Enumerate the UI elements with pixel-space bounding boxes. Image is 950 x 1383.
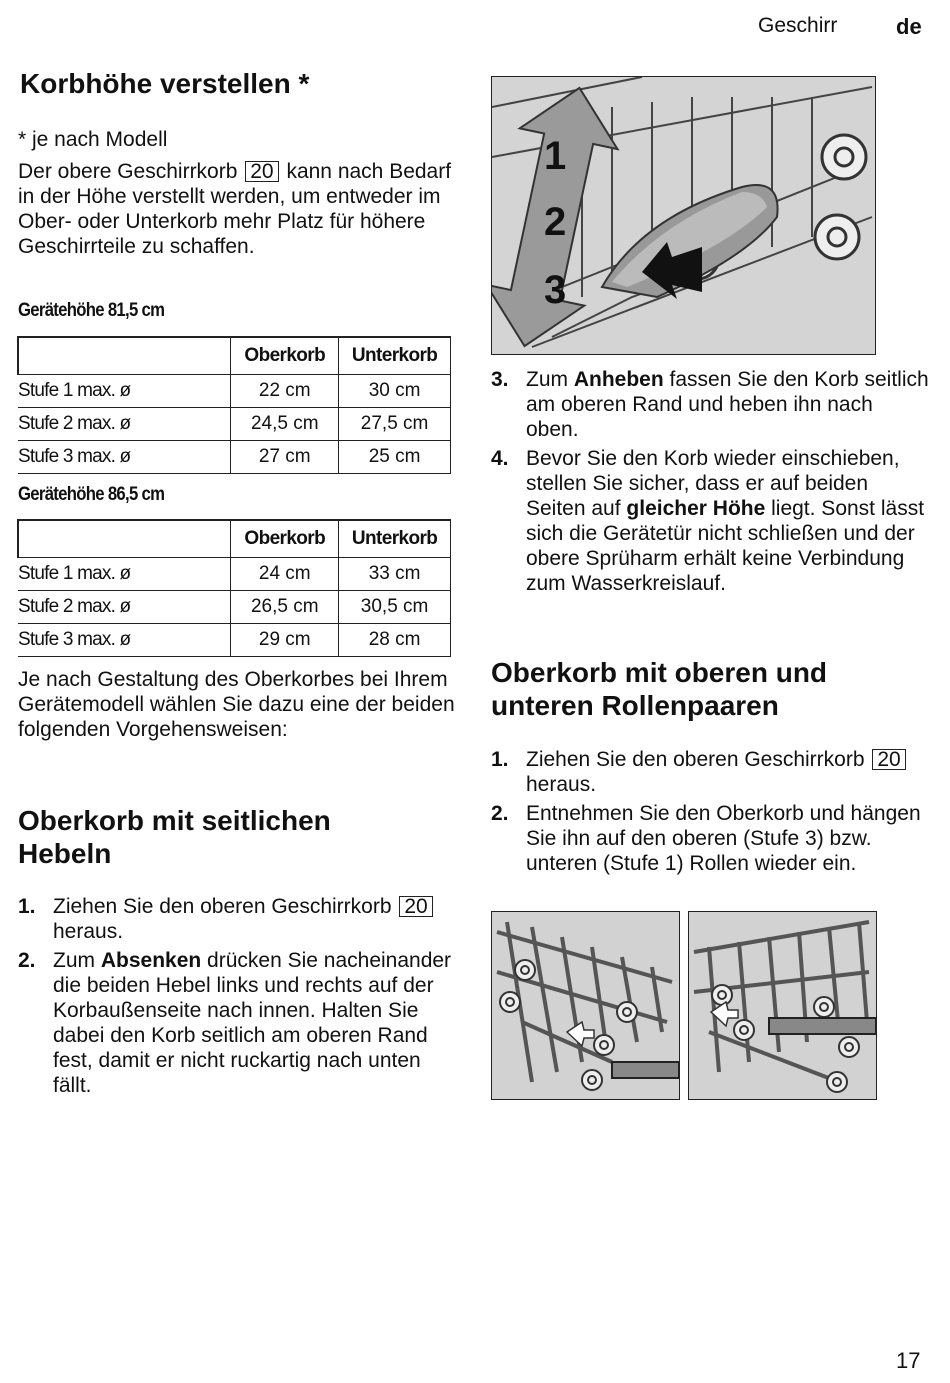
- list-item: 2. Entnehmen Sie den Oberkorb und hängen Sie ihn auf den oberen (Stufe 3) bzw. unteren (Stufe 1) Rollen wieder ein.: [491, 802, 921, 875]
- table-header-oberkorb: Oberkorb: [231, 520, 339, 558]
- level-label-3: 3: [544, 268, 567, 312]
- list-item: 2. Zum Absenken drücken Sie nacheinander die beiden Hebel links und rechts auf der Korbaußenseite nach innen. Halten Sie dabei den Korb seitlich am oberen Rand fest, damit er nicht ruckartig nach unten fällt.: [18, 949, 452, 1097]
- header-language: de: [896, 14, 922, 39]
- footnote: * je nach Modell: [18, 128, 168, 151]
- cell-unterkorb: 25 cm: [339, 441, 451, 474]
- list-item: 4. Bevor Sie den Korb wieder einschieben, stellen Sie sicher, dass er auf beiden Seiten auf gleicher Höhe liegt. Sonst lässt sich die Gerätetür nicht schließen und der obere Sprüharm erhält keine Verbindung zum Wasserkreislauf.: [491, 447, 925, 595]
- choose-paragraph: Je nach Gestaltung des Oberkorbes bei Ihrem Gerätemodell wählen Sie dazu eine der beiden folgenden Vorgehensweisen:: [18, 668, 455, 741]
- level-label-1: 1: [544, 134, 567, 178]
- table-row: [18, 441, 451, 474]
- table-row: [18, 624, 451, 657]
- part-reference: 20: [399, 896, 432, 917]
- page-number: 17: [896, 1348, 921, 1373]
- row-label: Stufe 2 max. ø: [18, 408, 231, 441]
- table-height-81: [17, 336, 451, 474]
- figure-rollers-upper: [491, 911, 680, 1100]
- header-section: Geschirr: [758, 14, 838, 37]
- list-item: 1. Ziehen Sie den oberen Geschirrkorb 20 heraus.: [491, 747, 931, 797]
- cell-unterkorb: 33 cm: [339, 558, 451, 591]
- table2-title: Gerätehöhe 86,5 cm: [18, 484, 165, 505]
- step-number: 1.: [491, 748, 509, 771]
- row-label: Stufe 3 max. ø: [18, 624, 231, 657]
- table-height-86: [17, 519, 451, 657]
- cell-oberkorb: 24,5 cm: [231, 408, 339, 441]
- steps-rollers: [491, 747, 931, 880]
- step-number: 2.: [491, 802, 509, 825]
- section-heading-levers: Oberkorb mit seitlichen Hebeln: [18, 805, 331, 869]
- cell-oberkorb: 26,5 cm: [231, 591, 339, 624]
- rollers-upper-illustration: [492, 912, 679, 1099]
- list-item: 1. Ziehen Sie den oberen Geschirrkorb 20 heraus.: [18, 894, 458, 944]
- figure-rollers-lower: [688, 911, 877, 1100]
- part-reference: 20: [872, 749, 905, 770]
- steps-raise: [491, 367, 931, 600]
- cell-unterkorb: 27,5 cm: [339, 408, 451, 441]
- steps-levers: [18, 894, 458, 1102]
- step-number: 4.: [491, 447, 509, 470]
- step-number: 1.: [18, 895, 36, 918]
- table-header-unterkorb: Unterkorb: [339, 520, 451, 558]
- figure-basket-lever: [491, 76, 876, 355]
- cell-unterkorb: 28 cm: [339, 624, 451, 657]
- basket-lever-illustration: [492, 77, 875, 354]
- row-label: Stufe 2 max. ø: [18, 591, 231, 624]
- table-header-empty: [18, 337, 231, 375]
- cell-oberkorb: 22 cm: [231, 375, 339, 408]
- rollers-lower-illustration: [689, 912, 876, 1099]
- row-label: Stufe 1 max. ø: [18, 558, 231, 591]
- table-header-unterkorb: Unterkorb: [339, 337, 451, 375]
- cell-unterkorb: 30 cm: [339, 375, 451, 408]
- cell-oberkorb: 24 cm: [231, 558, 339, 591]
- page-title: Korbhöhe verstellen *: [20, 68, 310, 99]
- row-label: Stufe 1 max. ø: [18, 375, 231, 408]
- list-item: 3. Zum Anheben fassen Sie den Korb seitlich am oberen Rand und heben ihn nach oben.: [491, 368, 929, 441]
- level-label-2: 2: [544, 200, 567, 244]
- table1-title: Gerätehöhe 81,5 cm: [18, 300, 165, 321]
- row-label: Stufe 3 max. ø: [18, 441, 231, 474]
- table-header-empty: [18, 520, 231, 558]
- table-row: [18, 375, 451, 408]
- table-row: [18, 591, 451, 624]
- step-number: 3.: [491, 368, 509, 391]
- step-number: 2.: [18, 949, 36, 972]
- table-header-oberkorb: Oberkorb: [231, 337, 339, 375]
- table-row: [18, 408, 451, 441]
- cell-oberkorb: 29 cm: [231, 624, 339, 657]
- part-reference: 20: [245, 161, 278, 182]
- intro-paragraph: Der obere Geschirrkorb 20 kann nach Bedarf in der Höhe verstellt werden, um entweder im Ober- oder Unterkorb mehr Platz für höhere Geschirrteile zu schaffen.: [18, 160, 452, 258]
- section-heading-rollers: Oberkorb mit oberen und unteren Rollenpaaren: [491, 657, 828, 721]
- cell-oberkorb: 27 cm: [231, 441, 339, 474]
- table-row: [18, 558, 451, 591]
- cell-unterkorb: 30,5 cm: [339, 591, 451, 624]
